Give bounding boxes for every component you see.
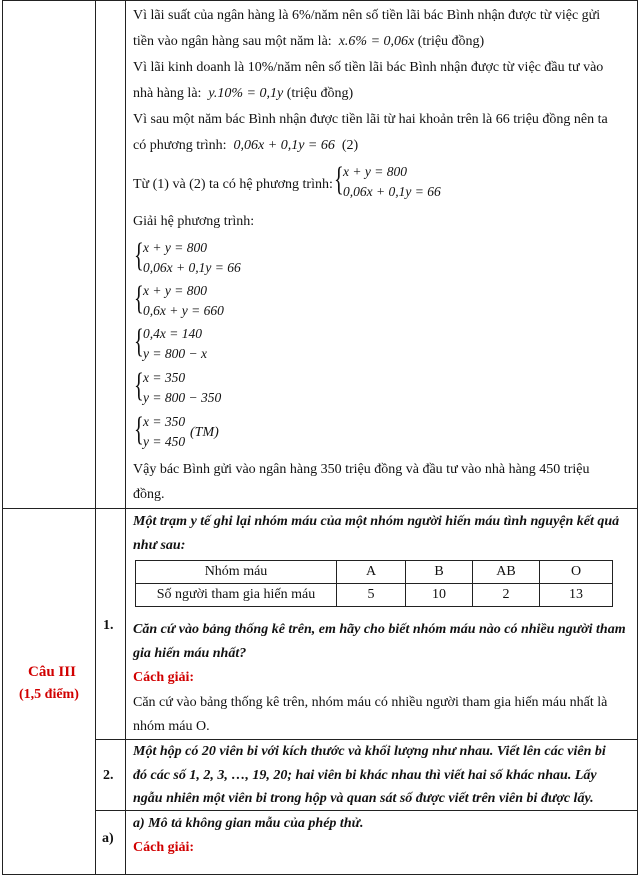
col-divider-2 <box>125 0 126 875</box>
subquestion-number: 1. <box>103 618 114 633</box>
table-cell: 5 <box>337 584 406 607</box>
question-text: gia hiến máu nhất? <box>133 646 247 661</box>
equation: 0,06x + 0,1y = 66 <box>233 138 335 153</box>
method-label: Cách giải: <box>133 840 195 855</box>
solution-line: nhà hàng là: y.10% = 0,1y (triệu đồng) <box>133 86 354 101</box>
table-row <box>136 584 613 607</box>
question-label: Câu III <box>28 664 76 680</box>
answer-text: nhóm máu O. <box>133 719 210 734</box>
question-text: đó các số 1, 2, 3, …, 19, 20; hai viên bi khác nhau thì viết hai số khác nhau. Lấy <box>133 768 597 783</box>
method-label: Cách giải: <box>133 670 195 685</box>
question-text: như sau: <box>133 538 186 553</box>
solution-line: Vì lãi suất của ngân hàng là 6%/năm nên số tiền lãi bác Bình nhận được từ việc gửi <box>133 8 601 23</box>
table-cell: B <box>406 561 473 584</box>
solution-line: tiền vào ngân hàng sau một năm là: x.6% = 0,06x (triệu đồng) <box>133 34 485 49</box>
solution-line: Vì sau một năm bác Bình nhận được tiền lãi từ hai khoản trên là 66 triệu đồng nên ta <box>133 112 608 127</box>
part-label: a) <box>102 831 114 846</box>
conclusion-line: Vậy bác Bình gửi vào ngân hàng 350 triệu đồng và đầu tư vào nhà hàng 450 triệu <box>133 462 590 477</box>
table-cell: Nhóm máu <box>136 561 337 584</box>
table-cell: AB <box>473 561 540 584</box>
question-text: a) Mô tả không gian mẫu của phép thử. <box>133 816 364 831</box>
conclusion-line: đồng. <box>133 487 165 502</box>
solution-line: Từ (1) và (2) ta có hệ phương trình: <box>133 177 333 192</box>
blood-type-table <box>135 560 613 607</box>
table-cell: A <box>337 561 406 584</box>
table-row <box>136 561 613 584</box>
table-cell: 10 <box>406 584 473 607</box>
solution-line: có phương trình: 0,06x + 0,1y = 66 (2) <box>133 138 359 153</box>
equation: x.6% = 0,06x <box>338 34 415 49</box>
row-divider-3 <box>95 810 638 811</box>
row-divider-1 <box>2 508 638 509</box>
subquestion-number: 2. <box>103 768 114 783</box>
question-text: Một trạm y tế ghi lại nhóm máu của một nhóm người hiến máu tình nguyện kết quả <box>133 514 620 529</box>
row-divider-2 <box>95 739 638 740</box>
question-text: Một hộp có 20 viên bi với kích thước và khối lượng như nhau. Viết lên các viên bi <box>133 744 606 759</box>
tm-note: (TM) <box>190 425 219 440</box>
answer-text: Căn cứ vào bảng thống kê trên, nhóm máu có nhiều người tham gia hiến máu nhất là <box>133 695 608 710</box>
col-divider-1 <box>95 0 96 875</box>
solution-line: Giải hệ phương trình: <box>133 214 255 229</box>
table-cell: 2 <box>473 584 540 607</box>
question-text: Căn cứ vào bảng thống kê trên, em hãy cho biết nhóm máu nào có nhiều người tham <box>133 622 626 637</box>
question-points: (1,5 điểm) <box>19 687 79 702</box>
equation: y.10% = 0,1y <box>208 86 284 101</box>
table-cell: O <box>540 561 613 584</box>
solution-line: Vì lãi kinh doanh là 10%/năm nên số tiền lãi bác Bình nhận được từ việc đầu tư vào <box>133 60 604 75</box>
question-text: ngẫu nhiên một viên bi trong hộp và quan sát số được viết trên viên bi được lấy. <box>133 791 594 806</box>
table-cell: Số người tham gia hiến máu <box>136 584 337 607</box>
table-cell: 13 <box>540 584 613 607</box>
